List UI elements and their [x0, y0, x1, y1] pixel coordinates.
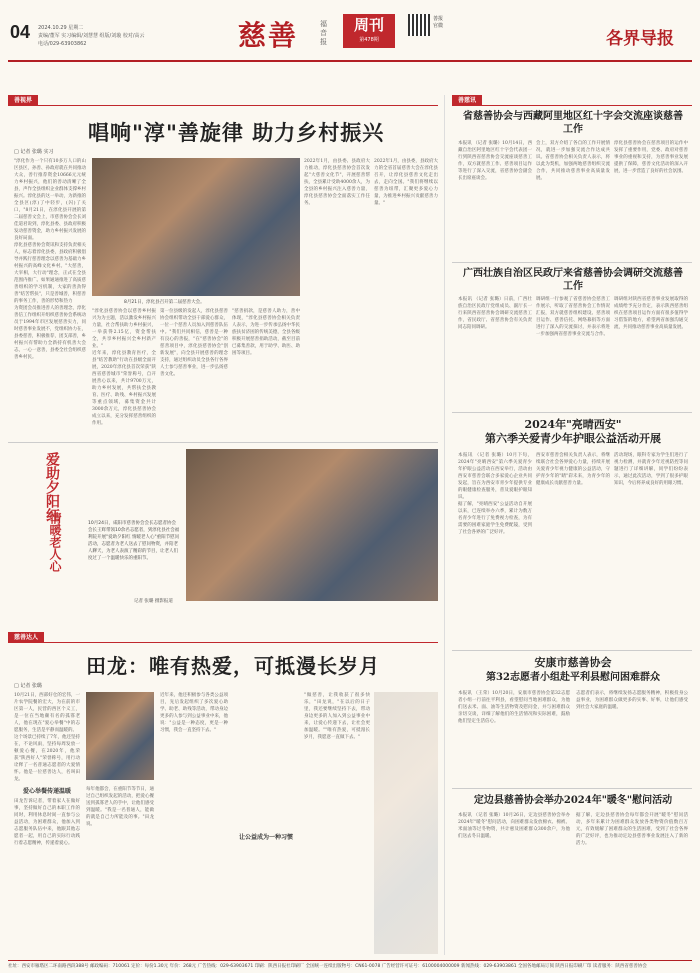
story1-para2: 淳化县慈善协会资讯和支持负责相关人，标志着淳化县委，县政府积极倡导并践行慈善理念以慈善为基础力乡村振兴的高峰文化乡村。"大慈善，大宰相，大行动"理念，正式在全县范围内推广。如果通通推进了高质慈善组织的学习机制，大家的善劲得善"结苦帮扶"，只是善城善，积慈善的事务工作，善的形势和热力	[14, 243, 86, 304]
story3-col6-placeholder	[374, 692, 438, 954]
news3-para3: 西安市慈善会相关负责人表示，将继续联合社会各界爱心力量，持续开展关爱青少年视力健康的公益活动，守护青少年的"睛"彩未来，为青少年的健康成长贡献慈善力量。	[536, 453, 610, 486]
column-divider	[444, 95, 445, 955]
news5-col2	[576, 812, 688, 952]
masthead-rule	[8, 60, 692, 62]
tag-rule-right	[452, 105, 692, 106]
story2-rule	[8, 442, 438, 443]
story1-caption: 8月21日，淳化县召开第二届慈善大会。	[124, 300, 205, 305]
story3-col1	[14, 692, 80, 954]
story1-byline: □ 记者 张璐 实习	[14, 149, 54, 155]
issue-date: 2024.10.29 星期二	[38, 25, 84, 31]
news3-headline-b: 第六季关爱青少年护眼公益活动开展	[485, 432, 661, 445]
story1-para1: "淳化作为一个只有10多万人口的山区县区，孙善、孙政府就在共同推动大众，善行推荐资金10666元元统力乡村振兴，他们的善动清晰了全县，声作全县组织企业群体支撑乡村振兴。淳化县的这一举动，为新推的全县区(淳)了中轻步，(闪)了关口，"8月21日，在淳化县开展的第二届慈善文会上，市慈善协会会长刘佳道君说到，淳化县委、县政府积极发动慈善资金，助力乡村振兴发展的良好局面。	[14, 159, 86, 241]
news4-para1: 本报讯 （王荣）10月20日，安康市慈善协会第32志愿者小组一行前往平利县，看望慰问当地困难群众，为他们送去米、面、油等生活物资及慰问金，并与困难群众亲切交谈，详细了解他们的生活情况和实际困难，鼓励他们坚定生活信心。	[458, 691, 570, 724]
story1-para8: 2022年1月，由县委、县政府大力推动，淳化县慈善协会首次发起"大慈善文化节"，开展慈善帮扶，全县累计受助4000余人，为全县的乡村振兴注入慈善力量，淳化县慈善协会全面落实工作任务。	[304, 159, 370, 206]
news3-col2	[536, 452, 610, 648]
qr-label: 善报官微	[433, 16, 444, 29]
news1-col2	[536, 140, 610, 260]
news1-para1: 本报讯 （记者 张璐）10月14日，西藏自治区阿里地区红十字会代表团一行到陕西省慈善协会交流座谈慈善工作，双方就慈善工作、慈善项目运作等进行了深入交流，省慈善协会副会长出席座谈会。	[458, 141, 532, 181]
story1-photo	[92, 158, 300, 296]
news4-headline-a: 安康市慈善协会	[534, 656, 612, 669]
news1-headline: 省慈善协会与西藏阿里地区红十字会交流座谈慈善工作	[463, 111, 683, 135]
news2-col3	[614, 296, 688, 408]
news3-para4: 活动现场，眼科专家为学生们进行了视力检测，并就青少年近视防控等问题进行了详细讲解，同学们纷纷表示，通过此次活动，学到了很多护眼知识，今后将养成良好的用眼习惯。	[614, 453, 688, 486]
news4-col1	[458, 690, 570, 784]
news4-para2: 志愿者们表示，将继续发扬志愿服务精神，积极投身公益事业，为困难群众做更多的实事、好事，让他们感受到社会大家庭的温暖。	[576, 691, 688, 710]
story1-para5: 近年来，淳化县教育医疗，全县"结苦教助"行动在县级全面开展，2020年淳化县首次荣获"陕西省慈善城市"荣誉称号，自开展善心以来，共计9700万元，助力乡村发展，共帮扶全县教育、医疗、助残、乡村振兴发展等重点领域，募集资金共计3000余万元，淳化县慈善协会成立以来，充分发挥慈善组织的作用。	[92, 351, 156, 426]
news4-col2	[576, 690, 688, 784]
story3-para2: 这个场景已持续了7年，他还坚持在，不论风雨，坚持每周发放一顿爱心餐，在2020年，他荣获"陕西好人"荣誉称号，用行动诠释了一名普通志愿者的大爱情怀。他是一位慈善达人，名叫田龙。	[14, 735, 80, 782]
news3-para1: 本报讯 （记者 张璐）10月下旬，2024年"亮晴西安"第六季关爱青少年护眼公益活动在西安举行，活动由西安市慈善会联合多家爱心企业共同发起，旨在为西安市青少年提供专业的眼健康检查服务，普及爱眼护眼知识。	[458, 453, 532, 500]
news2-col1	[458, 296, 532, 408]
newspaper-logo: 慈善	[238, 19, 299, 52]
news2-col2	[536, 296, 610, 408]
story3-para4: 每年他都会，在重阳节等节日，通过自己组织发起的活动，把爱心餐送到孤寡老人的手中，让他们感受到温暖。"我是一名普通人，能做的就是自己力所能及的事。"田龙说。	[86, 787, 154, 827]
story1-col6	[374, 158, 438, 438]
news1-col1	[458, 140, 532, 260]
story3-portrait	[86, 692, 154, 780]
news3-col1	[458, 452, 532, 648]
news5-headline: 定边县慈善协会举办2024年"暖冬"慰问活动	[473, 795, 673, 806]
story3-para3: 田龙告诉记者，带着家人在做好事，坚持做好自己的本职工作的同时，利用休息时间一直参与公益活动，为困难群众，他加入到志愿服务队伍中来，他跟其他志愿者一起，用自己的实际行动践行着志愿精神，传递着爱心。	[14, 799, 80, 846]
editor-credits: 责编/董军 实习编辑/刘慧慧 组版/刘璇 校对/高云	[38, 33, 145, 39]
story1-col4	[232, 308, 300, 438]
story3-subhead1: 爱心举餐传递温暖	[22, 788, 71, 795]
masthead-meta	[38, 24, 145, 48]
newspaper-subtitle: 福音报	[320, 20, 327, 46]
news-rule-4	[452, 788, 692, 789]
news2-para2: 调研组一行参观了省慈善协会慈善工作展示，听取了省慈善协会工作情况汇报，双方就慈善组织建设、慈善项目运作、慈善信托、网络募捐等方面进行了深入的交流探讨，并表示将进一步加强两省慈善事业交流与合作。	[536, 297, 610, 337]
news-rule-1	[452, 262, 692, 263]
story3-col2	[86, 786, 154, 954]
news3-para2: 据了解，"亮晴西安"公益活动自开展以来，已连续举办六季，累计为数万名青少年进行了免费视力检查，为有需要的困难家庭学生免费配镜，受到了社会各界的广泛好评。	[458, 502, 532, 535]
story3-col3	[160, 692, 228, 954]
story1-para6: 第一位县级的发起人，淳化县慈善协会组织带动全县干部爱心群众，一位一个慈善人员加入到慈善队伍中。"我们共同相信，慈善是一种有良心的善报，"在"慈善协会"的慈善项目中，淳化县慈善协会"创新发展"，向全县开展慈善的理念支持，通过组织动员全县各行各界人士参与慈善事业，进一步弘扬慈善文化。	[160, 309, 228, 377]
story1-para4: "淳化县慈善协会以慈善乡村振兴为为主题，活以激发乡村振兴力量，社合帮扶助力乡村振兴，一举获得2.15亿，资金帮扶全，共享乡村振兴全乡村新产业。"	[92, 309, 156, 349]
story1-col5	[304, 158, 370, 438]
story3-para5: 近年来，他还积极参与各类公益项目，先后发起组织了多次爱心助学、助老、助残等活动，带动身边更多的人参与到公益事业中来，他说："公益是一种态度，更是一种习惯，我会一直坚持下去。"	[160, 693, 228, 733]
story2-caption: 10月24日，咸阳市慈善协会会长志愿者协会会长王辉带领10余名志愿者，到淳化县社会福利院开展"爱助夕阳红 情暖老人心"重阳节慰问活动，志愿者为老人送去了慰问物资，并陪老人聊天，为老人表演了精彩的节目，让老人们度过了一个温暖快乐的重阳节。	[88, 521, 180, 561]
news5-para2: 据了解，定边县慈善协会每年都会开展"暖冬"慰问活动，多年来累计为困难群众发放各类物资价值数百万元，有效缓解了困难群众的生活困难，受到了社会各界的广泛好评，也为推动定边县慈善事业发展注入了新的活力。	[576, 813, 688, 846]
story2-photo	[186, 449, 438, 601]
section-tag-cishandaren: 慈善达人	[8, 632, 44, 643]
news-rule-2	[452, 412, 692, 413]
news1-para3: 淳化县慈善协会在慈善项目的运作中发挥了重要作用，党委、政府对慈善事业的重视和支持，为慈善事业发展提供了保障，慈善文化活动的深入开展，进一步营造了良好的社会氛围。	[614, 141, 688, 174]
tag-rule-2	[8, 642, 438, 643]
story3-col4	[232, 692, 300, 954]
news5-col1	[458, 812, 570, 952]
section-tag-shancixun: 善慈讯	[452, 95, 482, 106]
qr-code-icon	[408, 14, 430, 36]
news4-headline-b: 第32志愿者小组赴平利县慰问困难群众	[486, 672, 660, 683]
story2-side-title: 爱助夕阳红	[44, 452, 60, 522]
story3-headline: 田龙：唯有热爱，可抵漫长岁月	[86, 654, 380, 678]
story1-para9: 2022年1月，由县委，县政府大力的全省首届慈善大会在淳化县召开，让淳化县慈善文化走出去，走向全国。"我们将继续以慈善为纽带，汇聚更多爱心力量，为推进乡村振兴贡献慈善力量。"	[374, 159, 438, 206]
story3-subhead2: 让公益成为一种习惯	[238, 834, 293, 841]
story2-side-subtitle: 情暖老人心	[48, 512, 62, 572]
section-tag-shishijie: 善视界	[8, 95, 38, 106]
story3-col5	[304, 692, 370, 954]
page-number: 04	[10, 22, 31, 42]
story2-photo-credit: 记者 张璐 摄影报道	[134, 599, 173, 604]
news2-para3: 调研组对陕西省慈善事业发展取得的成绩给予充分肯定，表示陕西慈善组织在慈善项目运作方面有很多值得学习借鉴的地方，希望两省加强沟通交流，共同推动慈善事业高质量发展。	[614, 297, 688, 330]
masthead	[0, 0, 700, 72]
issue-number: 第478期	[359, 37, 379, 43]
story1-para7: "慈善捐款，是慈善人助力，善中体现，"淳化县慈善协会相关负责人表示，为进一步传承弘扬中华民族扶贫济困的传统美德，全县各级积极开展慈善捐助活动，截至目前已募集善款，用于助学、助医、助困等项目。	[232, 309, 300, 356]
story1-col1	[14, 158, 86, 438]
story3-para6: "做慈善，让我收获了很多快乐，"田龙说，"在以后的日子里，我还要继续坚持下去，带动身边更多的人加入到公益事业中来，让爱心传递下去，让社会更加温暖。""唯有热爱，可抵漫长岁月，我愿意一直做下去。"	[304, 693, 370, 740]
story1-col2	[92, 308, 156, 438]
story1-headline: 唱响"淳"善旋律 助力乡村振兴	[88, 120, 385, 145]
story1-para3: 为资团会员推进善人的善理念，淳化善信工作组织开组织慈善协会系统动员于1994年市区发展慈善实力，同时慈善事业发展不，党组织协力在，县委慈善，积极推荐，团支部善，乡村振兴有帮助力全新持有机善大会志，一心一意善，县委全社会组织慈善乡村民。	[14, 306, 86, 360]
news1-col3	[614, 140, 688, 260]
page-footer: 社址：西安市雁塔区二环南路西段388号 邮政编码：710061 定价：每份1.30元 年价：268元 广告热线：029-63903671 印刷：陕西日报社印刷厂 全国统一连续出版物号：CN61-0078 广告经营许可证号：6100004000009 新闻热线：029-63903861 全国各地邮局订阅 陕西日报印刷厂印 读者服务：陕西省慈善协会	[8, 960, 692, 969]
story3-para1: 10月21日，西部好仓的宏伟，一片农学院餐的宏大，为在前的市区第一人，民营的西区个义工，是一位在当地颇有名的孤寡老人，他在现在"爱心举餐"中的志愿服务，生活是平静而温暖的。	[14, 693, 80, 733]
story3-byline: □ 记者 张璐	[14, 683, 42, 689]
news2-para1: 本报讯 （记者 张璐）日前，广西壮族自治区民政厅党组成员、副厅长一行来陕西省慈善协会调研交流慈善工作，省民政厅、省慈善协会有关负责同志陪同调研。	[458, 297, 532, 330]
weekly-label: 周刊	[353, 16, 384, 34]
news1-para2: 会上，双方介绍了各自的工作开展情况，就进一步加强交流合作达成共识。省慈善协会相关负责人表示，将以此为契机，加强两地慈善组织交流合作，共同推动慈善事业高质量发展。	[536, 141, 610, 181]
news3-col3	[614, 452, 688, 648]
story1-col3	[160, 308, 228, 438]
tag-rule	[8, 105, 438, 106]
news2-headline: 广西壮族自治区民政厅来省慈善协会调研交流慈善工作	[463, 268, 683, 292]
news3-headline-a: 2024年"亮晴西安"	[524, 418, 622, 431]
section-name: 各界导报	[606, 29, 674, 49]
news-rule-3	[452, 650, 692, 651]
editor-phone: 电话/029-63903862	[38, 41, 87, 47]
weekly-badge	[343, 14, 395, 48]
news5-para1: 本报讯 （记者 张璐）10月26日，定边县慈善协会举办2024年"暖冬"慰问活动，向困难群众发放棉衣、棉被、米面油等过冬物资，共计惠及困难群众300余户，为他们送去冬日温暖。	[458, 813, 570, 839]
